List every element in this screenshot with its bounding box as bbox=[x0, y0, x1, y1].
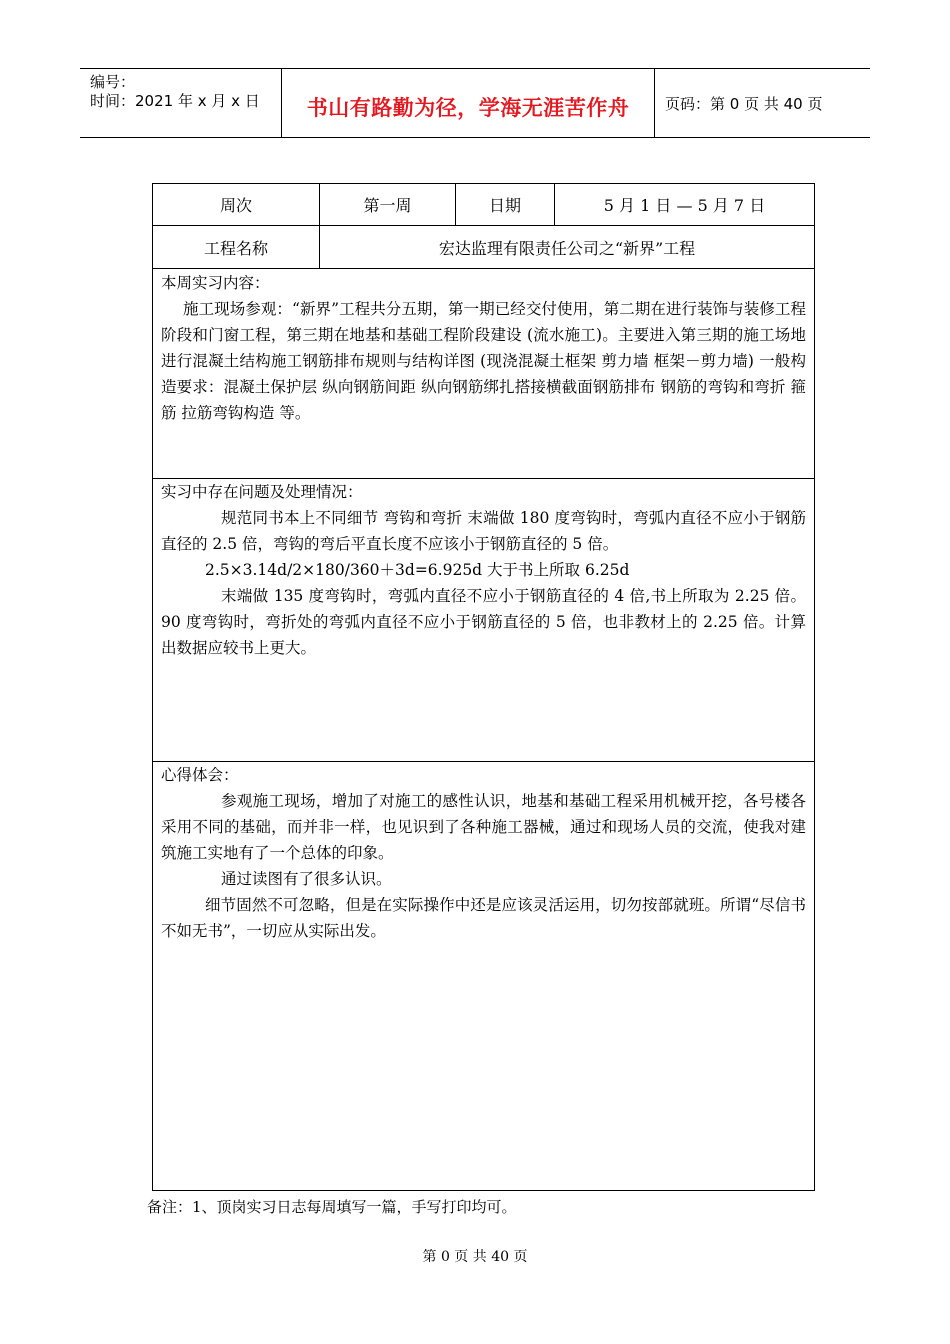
date-value: 5 月 1 日 — 5 月 7 日 bbox=[554, 184, 814, 225]
page-footer: 第 0 页 共 40 页 bbox=[422, 1249, 528, 1265]
reflection-paragraph-3: 细节固然不可忽略，但是在实际操作中还是应该灵活运用，切勿按部就班。所谓“尽信书不如无书”，一切应从实际出发。 bbox=[161, 896, 806, 940]
problems-paragraph-2: 末端做 135 度弯钩时，弯弧内直径不应小于钢筋直径的 4 倍,书上所取为 2.25 倍。90 度弯钩时，弯折处的弯弧内直径不应小于钢筋直径的 5 倍，也非教材上的 2.25 倍。计算出数据应较书上更大。 bbox=[161, 587, 806, 657]
page-header bbox=[80, 68, 870, 138]
problems-title: 实习中存在问题及处理情况： bbox=[161, 483, 363, 501]
motto-text: 书山有路勤为径，学海无涯苦作舟 bbox=[306, 96, 630, 120]
time-label: 时间：2021 年 x 月 x 日 bbox=[90, 92, 260, 110]
problems-formula: 2.5×3.14d/2×180/360＋3d=6.925d 大于书上所取 6.25d bbox=[205, 561, 630, 579]
problems-section bbox=[153, 479, 814, 762]
weekly-log-table bbox=[152, 183, 815, 1191]
content-body: 施工现场参观：“新界”工程共分五期，第一期已经交付使用，第二期在进行装饰与装修工程阶段和门窗工程，第三期在地基和基础工程阶段建设 (流水施工)。主要进入第三期的施工场地进行混凝土结构施工钢筋排布规则与结构详图 (现浇混凝土框架 剪力墙 框架－剪力墙) 一般构造要求：混凝土保护层 纵向钢筋间距 纵向钢筋绑扎搭接横截面钢筋排布 钢筋的弯钩和弯折 箍筋 拉筋弯钩构造 等。 bbox=[161, 300, 806, 422]
project-label: 工程名称 bbox=[203, 238, 268, 258]
header-motto-cell bbox=[281, 69, 655, 137]
id-label: 编号： bbox=[90, 73, 136, 91]
weekly-content-section bbox=[153, 270, 814, 479]
problems-paragraph-1: 规范同书本上不同细节 弯钩和弯折 末端做 180 度弯钩时，弯弧内直径不应小于钢筋直径的 2.5 倍，弯钩的弯后平直长度不应该小于钢筋直径的 5 倍。 bbox=[161, 509, 806, 553]
reflection-paragraph-1: 参观施工现场，增加了对施工的感性认识，地基和基础工程采用机械开挖，各号楼各采用不同的基础，而并非一样，也见识到了各种施工器械，通过和现场人员的交流，使我对建筑施工实地有了一个总体的印象。 bbox=[161, 792, 806, 862]
week-label: 周次 bbox=[219, 196, 252, 215]
reflection-title: 心得体会： bbox=[161, 766, 239, 784]
week-value: 第一周 bbox=[319, 184, 455, 225]
project-value: 宏达监理有限责任公司之“新界”工程 bbox=[319, 226, 814, 268]
week-row bbox=[153, 184, 814, 226]
page-info: 页码：第 0 页 共 40 页 bbox=[665, 95, 823, 113]
reflection-section bbox=[153, 762, 814, 1190]
remark-note: 备注：1、顶岗实习日志每周填写一篇，手写打印均可。 bbox=[147, 1198, 517, 1216]
reflection-paragraph-2: 通过读图有了很多认识。 bbox=[221, 870, 392, 888]
content-title: 本周实习内容： bbox=[161, 274, 270, 292]
date-label: 日期 bbox=[455, 184, 554, 225]
header-meta bbox=[80, 69, 281, 137]
project-row bbox=[153, 226, 814, 269]
